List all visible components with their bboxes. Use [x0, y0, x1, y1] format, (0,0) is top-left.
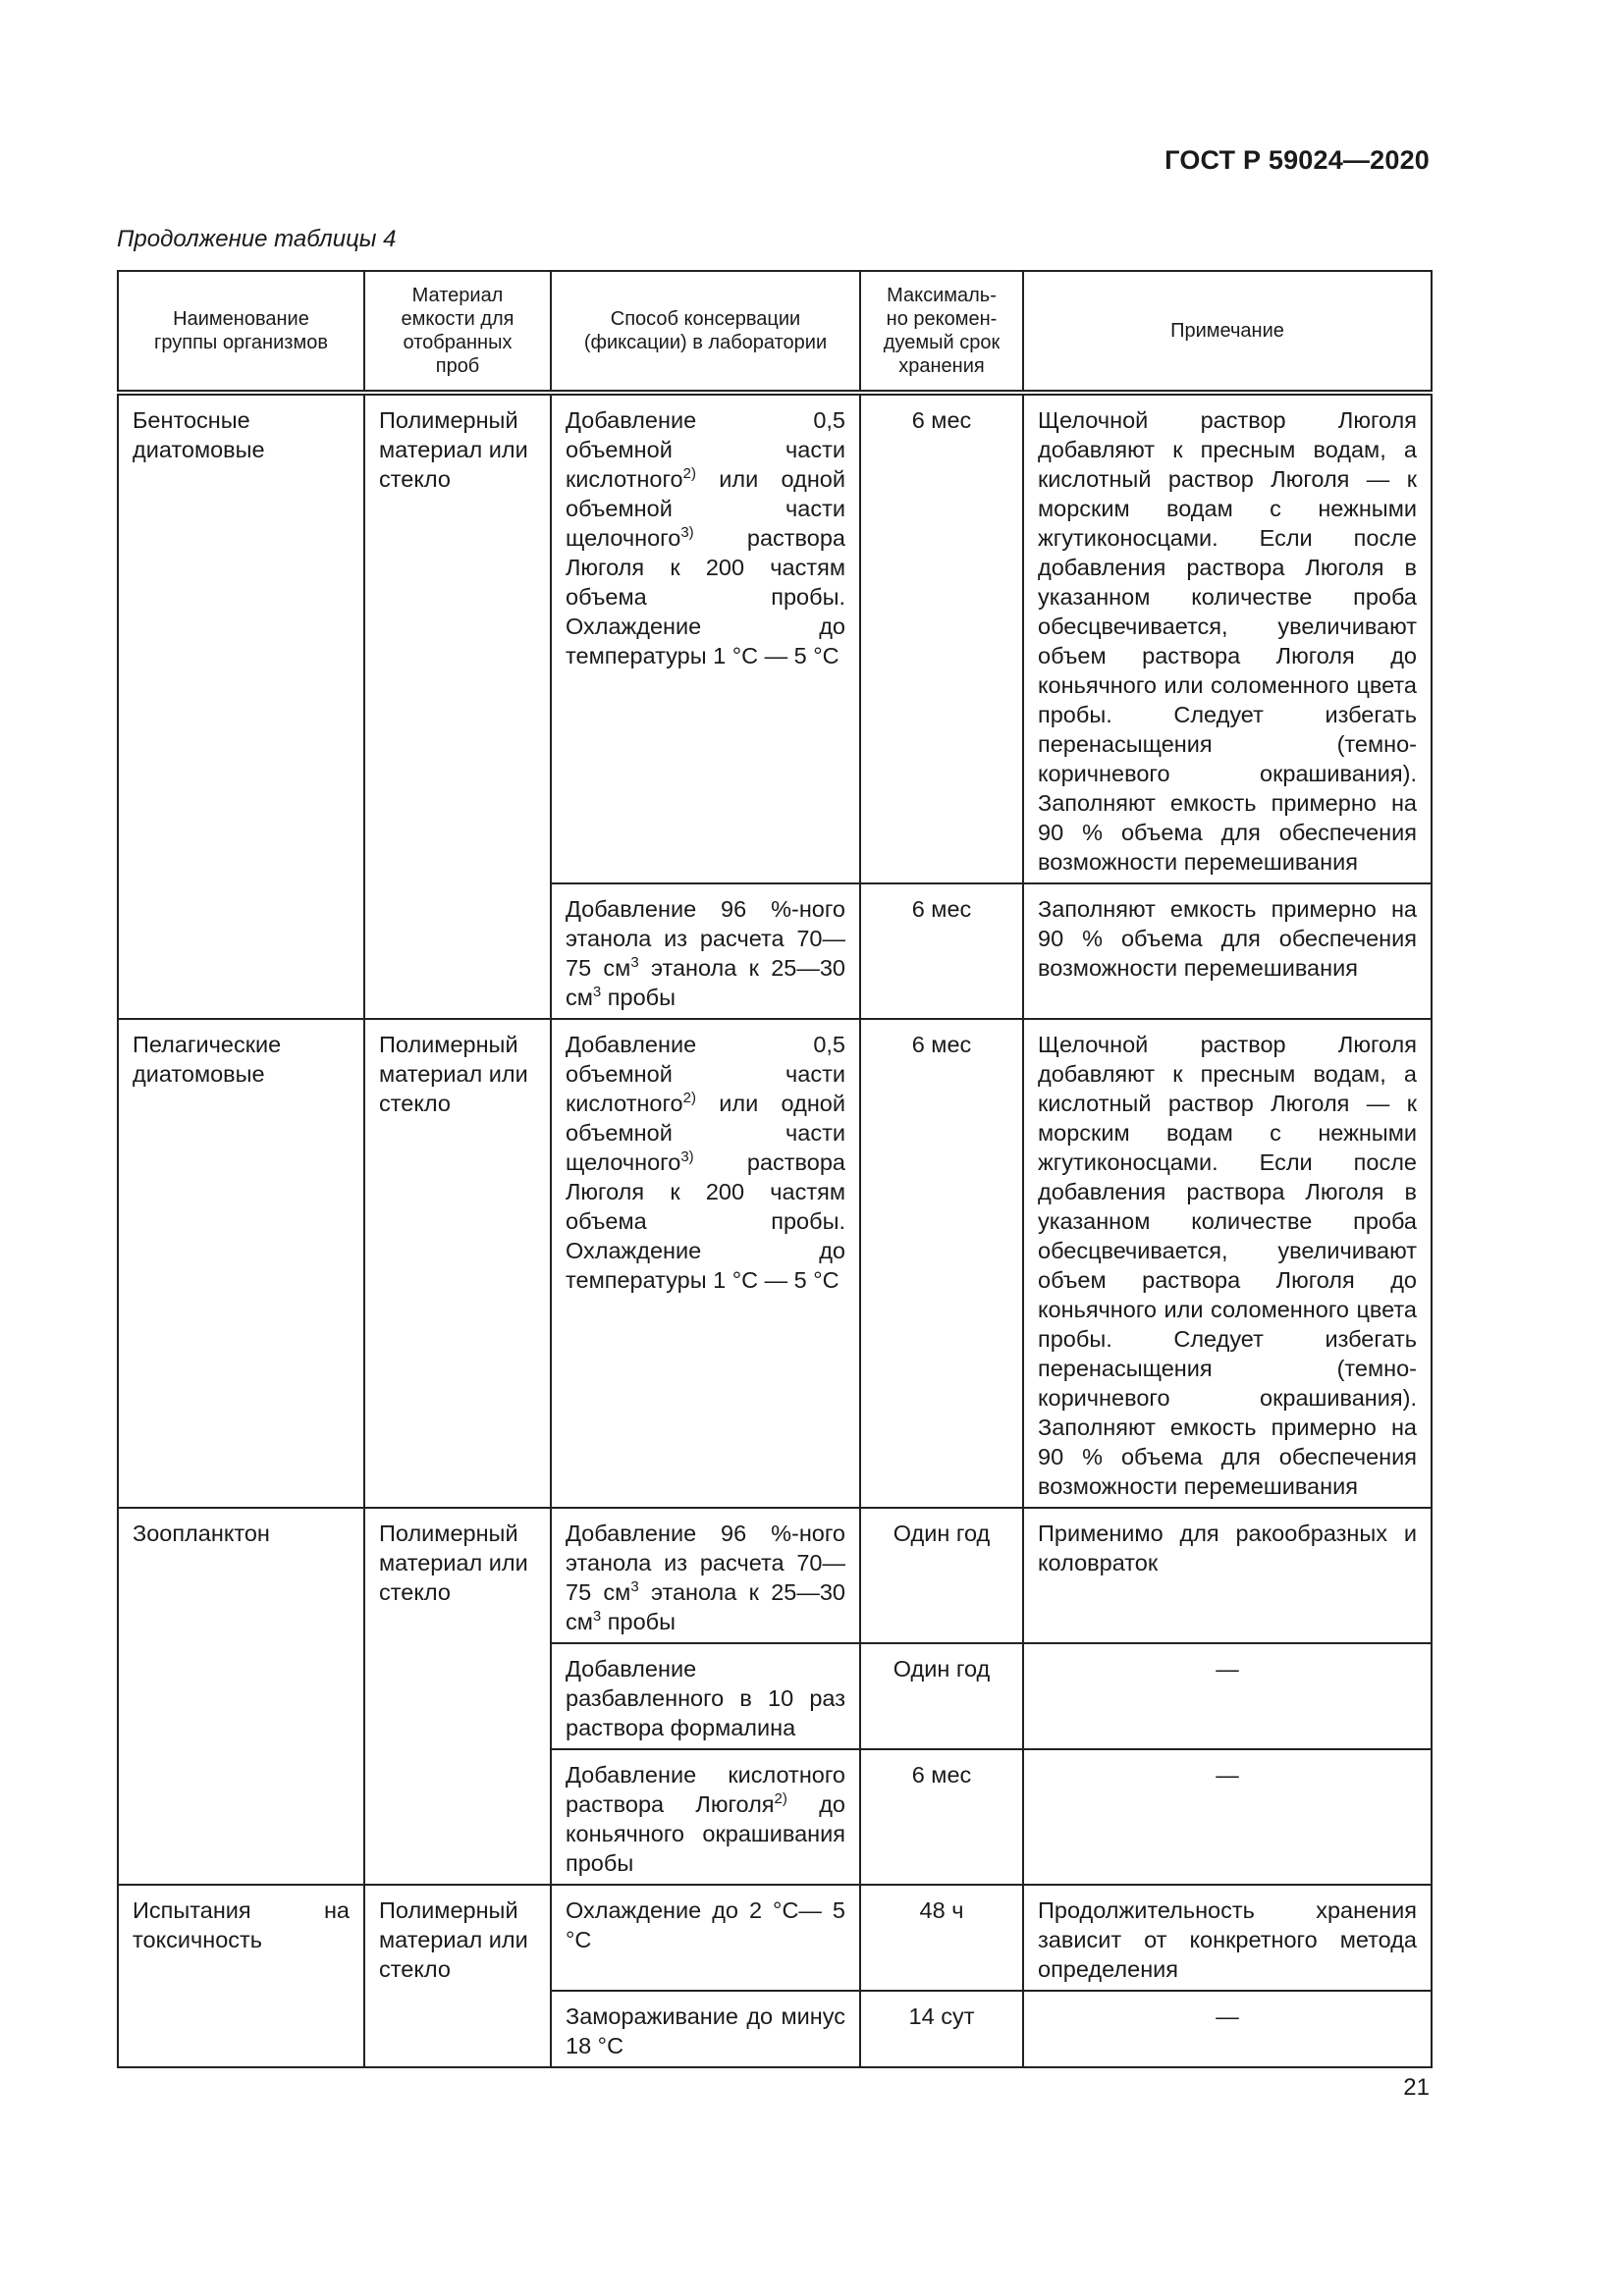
method-text: Охлаждение до 2 °C— 5 °C — [566, 1897, 845, 1952]
organism-group-cell: Испытания на токсичность — [118, 1885, 364, 2067]
column-header-line: отобранных — [403, 332, 513, 353]
document-code: ГОСТ Р 59024—2020 — [1164, 145, 1430, 175]
column-header-line: Примечание — [1170, 320, 1284, 342]
footnote-mark: 3 — [592, 984, 602, 1000]
organism-group-cell: Пелагические диатомовые — [118, 1019, 364, 1508]
note-cell: Заполняют емкость примерно на 90 % объема для обеспечения возможности перемешивания — [1023, 883, 1432, 1019]
footnote-mark: 2) — [682, 465, 696, 482]
column-header-line: Наименование — [173, 308, 309, 330]
footnote-mark: 2) — [774, 1790, 787, 1807]
storage-term-cell: Один год — [860, 1643, 1023, 1749]
column-header-line: но рекомен- — [886, 308, 998, 330]
container-material-cell: Полимерный материал или стекло — [364, 1885, 551, 2067]
storage-term-cell: 6 мес — [860, 1749, 1023, 1885]
page-number: 21 — [1403, 2074, 1430, 2101]
method-text: этанола к 25—30 см — [566, 1579, 845, 1634]
container-material-cell: Полимерный материал или стекло — [364, 393, 551, 1019]
column-header-line: проб — [435, 355, 480, 377]
preservation-method-cell — [551, 1749, 860, 1885]
table-body — [118, 393, 1432, 2067]
footnote-mark: 3 — [592, 1608, 602, 1625]
column-header — [551, 271, 860, 393]
note-cell: Применимо для ракообразных и коловраток — [1023, 1508, 1432, 1643]
note-cell: — — [1023, 1749, 1432, 1885]
table-header — [118, 271, 1432, 393]
note-cell: Щелочной раствор Люголя добавляют к пресным водам, а кислотный раствор Люголя — к морским водам с нежными жгутиконосцами. Если после добавления раствора Люголя в указанном количестве проба обесцвечивается, увеличивают объем раствора Люголя до коньячного или соломенного цвета пробы. Следует избегать перенасыщения (темно-коричневого окрашивания). Заполняют емкость примерно на 90 % объема для обеспечения возможности перемешивания — [1023, 1019, 1432, 1508]
method-text: Добавление кислотного раствора Люголя — [566, 1762, 845, 1817]
column-header — [364, 271, 551, 393]
storage-term-cell: 6 мес — [860, 1019, 1023, 1508]
method-text: до коньячного окрашивания пробы — [566, 1791, 845, 1876]
method-text: или одной объемной части щелочного — [566, 1091, 845, 1175]
preservation-method-cell — [551, 1508, 860, 1643]
header-row — [118, 271, 1432, 393]
organism-group-cell: Зоопланктон — [118, 1508, 364, 1885]
method-text: этанола к 25—30 см — [566, 955, 845, 1010]
method-text: Добавление 0,5 объемной части кислотного — [566, 407, 845, 492]
column-header-line: (фиксации) в лаборатории — [583, 332, 828, 353]
method-text: Добавление 96 %-ного этанола из расчета 70—75 см — [566, 896, 845, 981]
footnote-mark: 3 — [630, 1578, 639, 1595]
container-material-cell: Полимерный материал или стекло — [364, 1019, 551, 1508]
method-text: пробы — [601, 1609, 676, 1634]
storage-term-cell: 6 мес — [860, 393, 1023, 883]
storage-term-cell: 14 сут — [860, 1991, 1023, 2067]
footnote-mark: 3) — [680, 1148, 694, 1165]
preservation-method-cell — [551, 393, 860, 883]
organism-group-cell: Бентосные диатомовые — [118, 393, 364, 1019]
column-header-line: хранения — [898, 355, 985, 377]
method-text: Добавление разбавленного в 10 раз раствора формалина — [566, 1656, 845, 1740]
method-text: Добавление 0,5 объемной части кислотного — [566, 1032, 845, 1116]
column-header-line: дуемый срок — [883, 332, 1001, 353]
note-cell: — — [1023, 1991, 1432, 2067]
table-row — [118, 1019, 1432, 1508]
footnote-mark: 2) — [682, 1090, 696, 1106]
storage-term-cell: Один год — [860, 1508, 1023, 1643]
container-material-cell: Полимерный материал или стекло — [364, 1508, 551, 1885]
preservation-method-cell — [551, 1019, 860, 1508]
preservation-method-cell — [551, 1885, 860, 1991]
table-row — [118, 393, 1432, 883]
preservation-table — [117, 270, 1433, 2068]
footnote-mark: 3 — [630, 954, 639, 971]
column-header — [860, 271, 1023, 393]
table-row — [118, 1885, 1432, 1991]
column-header-line: Максималь- — [887, 285, 997, 306]
column-header — [118, 271, 364, 393]
note-cell: Продолжительность хранения зависит от конкретного метода определения — [1023, 1885, 1432, 1991]
column-header — [1023, 271, 1432, 393]
column-header-line: группы организмов — [154, 332, 328, 353]
note-cell: — — [1023, 1643, 1432, 1749]
method-text: пробы — [601, 985, 676, 1010]
footnote-mark: 3) — [680, 524, 694, 541]
note-cell: Щелочной раствор Люголя добавляют к пресным водам, а кислотный раствор Люголя — к морским водам с нежными жгутиконосцами. Если после добавления раствора Люголя в указанном количестве проба обесцвечивается, увеличивают объем раствора Люголя до коньячного или соломенного цвета пробы. Следует избегать перенасыщения (темно-коричневого окрашивания). Заполняют емкость примерно на 90 % объема для обеспечения возможности перемешивания — [1023, 393, 1432, 883]
column-header-line: Способ консервации — [610, 308, 801, 330]
table-caption: Продолжение таблицы 4 — [117, 226, 397, 252]
column-header-line: емкости для — [401, 308, 514, 330]
method-text: раствора Люголя к 200 частям объема пробы. Охлаждение до температуры 1 °C — 5 °C — [566, 1149, 845, 1293]
column-header-line: Материал — [411, 285, 504, 306]
table-row — [118, 1508, 1432, 1643]
method-text: или одной объемной части щелочного — [566, 466, 845, 551]
storage-term-cell: 6 мес — [860, 883, 1023, 1019]
method-text: Замораживание до минус 18 °C — [566, 2003, 845, 2058]
preservation-method-cell — [551, 1991, 860, 2067]
storage-term-cell: 48 ч — [860, 1885, 1023, 1991]
method-text: раствора Люголя к 200 частям объема пробы. Охлаждение до температуры 1 °C — 5 °C — [566, 525, 845, 668]
preservation-method-cell — [551, 883, 860, 1019]
preservation-method-cell — [551, 1643, 860, 1749]
method-text: Добавление 96 %-ного этанола из расчета 70—75 см — [566, 1521, 845, 1605]
